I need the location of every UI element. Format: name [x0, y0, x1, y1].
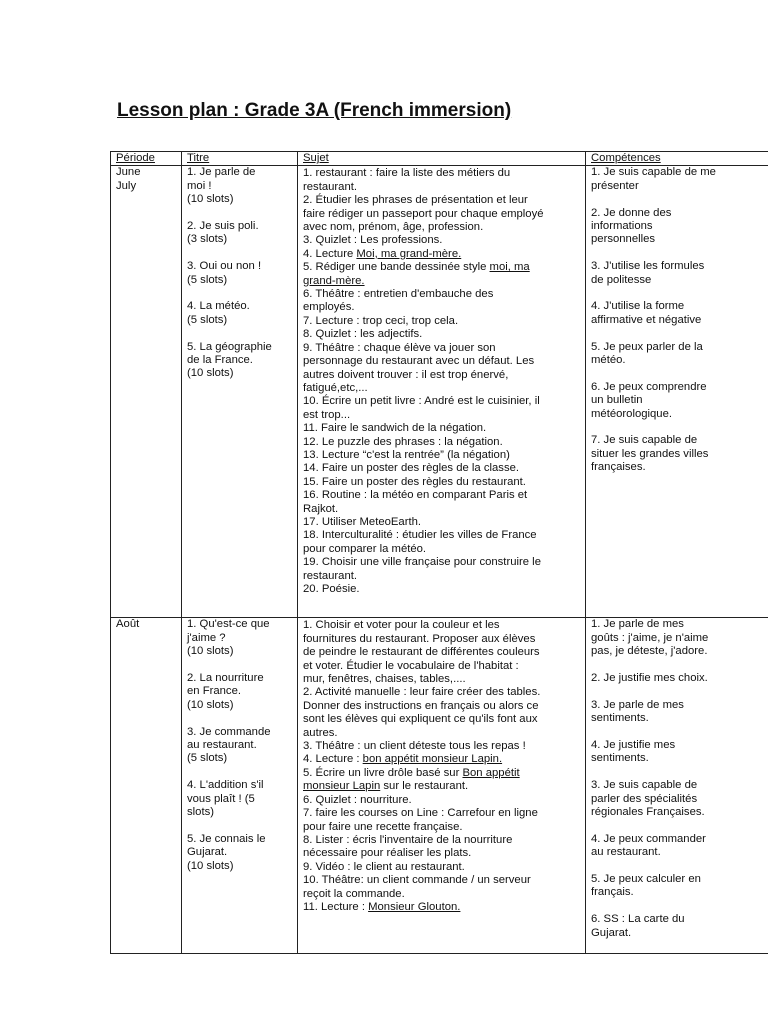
sujet-line: fatigué,etc,... [303, 381, 368, 394]
header-titre: Titre [182, 152, 298, 166]
titre-item: 3. Je commande au restaurant. (5 slots) [187, 725, 271, 765]
sujet-line: 14. Faire un poster des règles de la classe. [303, 462, 520, 475]
table-row [111, 618, 768, 954]
periode-line: July [116, 179, 137, 192]
sujet-line: 2. Activité manuelle : leur faire créer des tables. [303, 686, 541, 699]
competence-item: 2. Je donne des informations personnelles [591, 206, 672, 246]
sujet-line: Donner des instructions en français ou alors ce [303, 699, 539, 712]
competence-item: 4. J'utilise la forme affirmative et négative [591, 300, 702, 326]
sujet-line: 10. Théâtre: un client commande / un serveur [303, 874, 531, 887]
sujet-line: reçoit la commande. [303, 887, 405, 900]
header-periode: Période [111, 152, 182, 166]
sujet-line: 15. Faire un poster des règles du restaurant. [303, 475, 526, 488]
sujet-line: 20. Poésie. [303, 583, 360, 595]
titre-item: 3. Oui ou non ! (5 slots) [187, 260, 262, 286]
sujet-line: mur, fenêtres, chaises, tables,.... [303, 673, 466, 686]
sujet-line: 7. faire les courses on Line : Carrefour en ligne [303, 807, 538, 820]
sujet-line: faire rédiger un passeport pour chaque employé [303, 207, 544, 220]
sujet-line: pour faire une recette française. [303, 820, 463, 833]
cell-competences [586, 618, 768, 954]
competence-item: 5. Je peux calculer en français. [591, 873, 701, 899]
titre-item: 5. Je connais le Gujarat. (10 slots) [187, 832, 266, 872]
sujet-line: 3. Théâtre : un client déteste tous les repas ! [303, 740, 526, 753]
table-body [111, 166, 768, 954]
competence-item: 3. Je parle de mes sentiments. [591, 698, 684, 725]
sujet-line: 6. Quizlet : nourriture. [303, 793, 412, 806]
lesson-plan-table [110, 151, 768, 954]
sujet-line: 1. Choisir et voter pour la couleur et les [303, 619, 500, 632]
cell-competences [586, 166, 768, 618]
cell-titre [182, 618, 298, 954]
competence-item: 3. Je suis capable de parler des spécialités régionales Françaises. [591, 779, 705, 819]
titre-item: 4. L'addition s'il vous plaît ! (5 slots) [187, 779, 264, 819]
sujet-line: 4. Lecture Moi, ma grand-mère. [303, 247, 462, 260]
cell-periode [111, 166, 182, 618]
sujet-line: restaurant. [303, 569, 358, 582]
sujet-line: 4. Lecture : bon appétit monsieur Lapin. [303, 753, 503, 766]
sujet-line: 17. Utiliser MeteoEarth. [303, 515, 422, 528]
sujet-line: 8. Quizlet : les adjectifs. [303, 328, 423, 341]
competence-item: 4. Je justifie mes sentiments. [591, 739, 676, 765]
sujet-line: 9. Vidéo : le client au restaurant. [303, 860, 465, 873]
sujet-line: de peindre le restaurant de différentes couleurs [303, 646, 540, 659]
sujet-line: 13. Lecture “c'est la rentrée” (la négation) [303, 448, 510, 461]
cell-sujet [298, 166, 586, 618]
sujet-line: personnage du restaurant avec un défaut. Les [303, 355, 535, 368]
sujet-line: 11. Faire le sandwich de la négation. [303, 422, 487, 435]
sujet-line: 10. Écrire un petit livre : André est le cuisinier, il [303, 395, 540, 408]
sujet-line: 5. Rédiger une bande dessinée style moi, ma [303, 261, 530, 274]
sujet-line: 2. Étudier les phrases de présentation et leur [303, 194, 528, 207]
sujet-line: et voter. Étudier le vocabulaire de l'habitat : [303, 659, 519, 672]
sujet-line: employés. [303, 301, 355, 314]
competence-item: 7. Je suis capable de situer les grandes villes françaises. [591, 434, 709, 474]
cell-titre [182, 166, 298, 618]
sujet-line: 12. Le puzzle des phrases : la négation. [303, 435, 503, 448]
sujet-line: autres doivent trouver : il est trop énervé, [303, 368, 509, 381]
titre-item: 4. La météo. (5 slots) [187, 300, 250, 326]
titre-item: 1. Je parle de moi ! (10 slots) [187, 166, 256, 206]
sujet-line: 3. Quizlet : Les professions. [303, 234, 443, 247]
sujet-line: 1. restaurant : faire la liste des métiers du [303, 167, 511, 180]
sujet-line: pour comparer la météo. [303, 542, 427, 555]
sujet-line: Rajkot. [303, 502, 339, 515]
sujet-line: sont les élèves qui expliquent ce qu'ils font aux [303, 713, 538, 726]
sujet-line: restaurant. [303, 180, 358, 193]
competence-item: 5. Je peux parler de la météo. [591, 340, 703, 367]
periode-line: June [116, 166, 141, 179]
sujet-line: 9. Théâtre : chaque élève va jouer son [303, 341, 496, 354]
sujet-line: 19. Choisir une ville française pour construire le [303, 556, 541, 569]
competence-item: 4. Je peux commander au restaurant. [591, 832, 706, 859]
competence-item: 3. J'utilise les formules de politesse [591, 260, 705, 286]
sujet-line: 5. Écrire un livre drôle basé sur Bon appétit [303, 766, 520, 779]
document-title: Lesson plan : Grade 3A (French immersion) [117, 100, 512, 121]
competence-item: 6. SS : La carte du Gujarat. [591, 913, 685, 939]
sujet-line: nécessaire pour réaliser les plats. [303, 847, 472, 860]
table-row [111, 166, 768, 618]
competence-item: 6. Je peux comprendre un bulletin météorologique. [591, 380, 707, 420]
sujet-line: 11. Lecture : Monsieur Glouton. [303, 900, 461, 913]
sujet-line: 6. Théâtre : entretien d'embauche des [303, 288, 494, 301]
competence-item: 2. Je justifie mes choix. [591, 672, 708, 685]
header-sujet: Sujet [298, 152, 586, 166]
sujet-line: est trop... [303, 408, 351, 421]
sujet-line: autres. [303, 726, 338, 739]
cell-sujet [298, 618, 586, 954]
sujet-line: 7. Lecture : trop ceci, trop cela. [303, 314, 459, 327]
titre-item: 5. La géographie de la France. (10 slots) [187, 340, 272, 380]
table-header-row [111, 152, 768, 166]
titre-item: 2. La nourriture en France. (10 slots) [187, 672, 264, 711]
sujet-line: grand-mère. [303, 274, 365, 287]
sujet-line: monsieur Lapin sur le restaurant. [303, 780, 469, 793]
competence-item: 1. Je parle de mes goûts : j'aime, je n'aime pas, je déteste, j'adore. [591, 618, 709, 658]
titre-item: 1. Qu'est-ce que j'aime ? (10 slots) [187, 618, 270, 658]
sujet-line: avec nom, prénom, âge, profession. [303, 221, 484, 234]
titre-item: 2. Je suis poli. (3 slots) [187, 220, 259, 246]
sujet-line: 16. Routine : la météo en comparant Paris et [303, 489, 528, 502]
competence-item: 1. Je suis capable de me présenter [591, 166, 716, 192]
header-competences: Compétences [586, 152, 768, 166]
sujet-line: 18. Interculturalité : étudier les villes de France [303, 529, 537, 542]
sujet-line: fournitures du restaurant. Proposer aux élèves [303, 632, 536, 645]
sujet-line: 8. Lister : écris l'inventaire de la nourriture [303, 833, 513, 846]
periode-line: Août [116, 618, 140, 631]
cell-periode [111, 618, 182, 954]
